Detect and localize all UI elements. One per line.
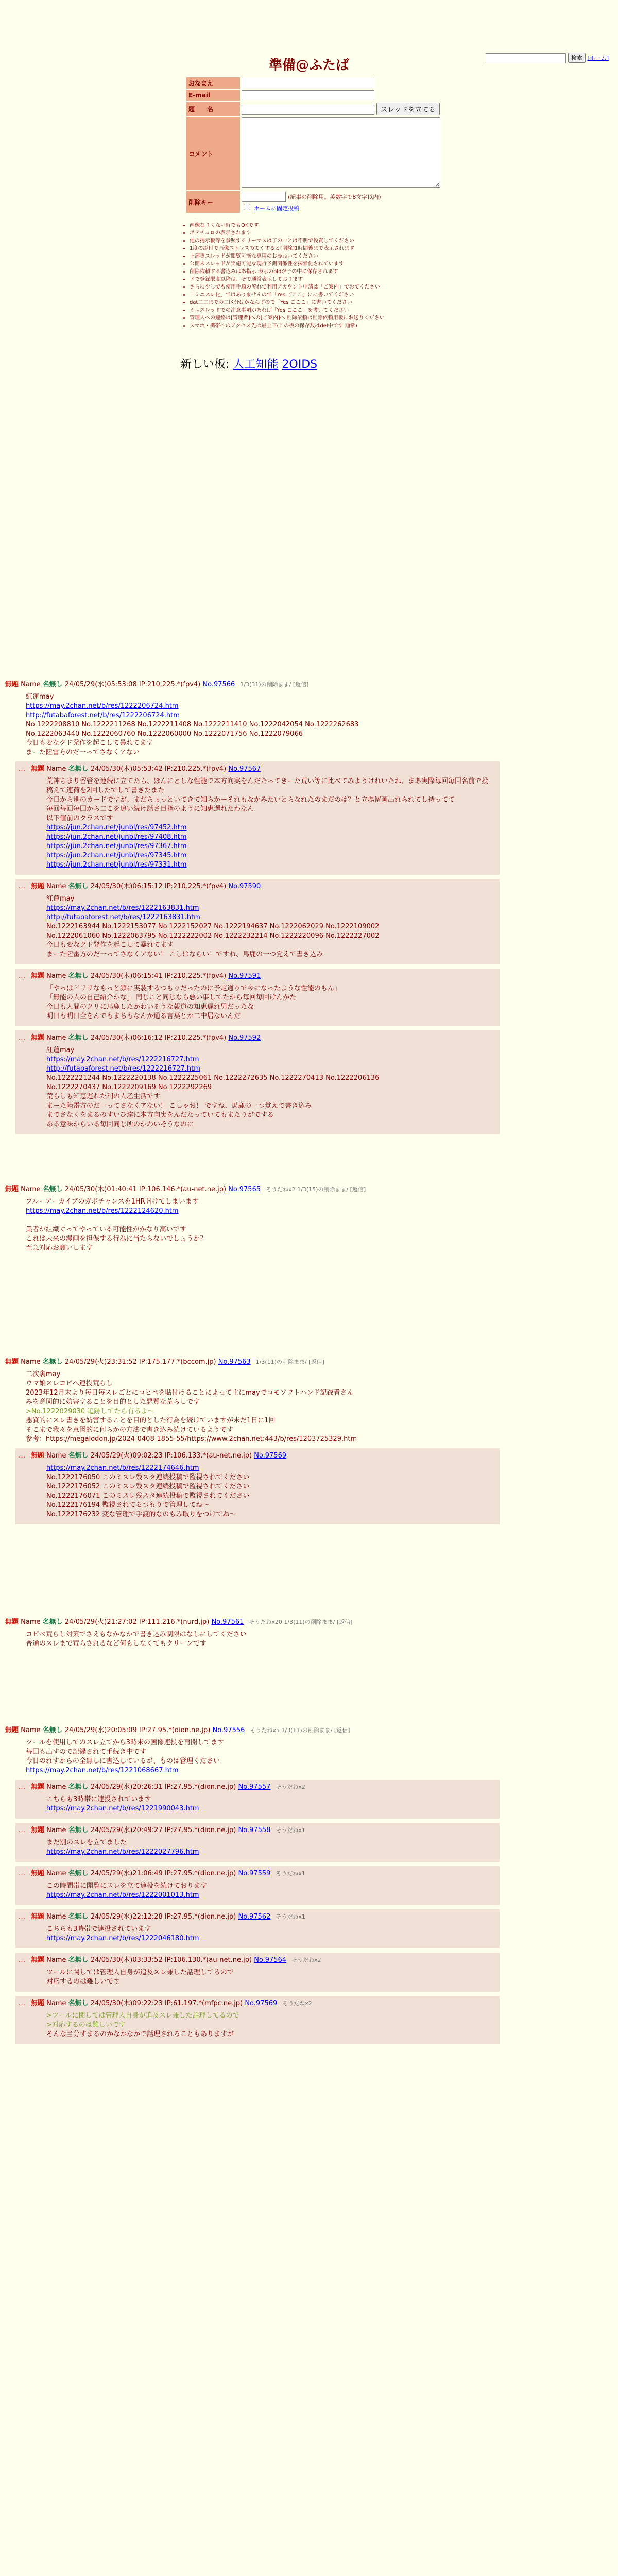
name-label: Name <box>46 1913 66 1921</box>
name-label: Name <box>46 1826 66 1834</box>
poster-name: 名無し <box>68 1870 89 1877</box>
name-label: Name <box>46 1956 66 1964</box>
post-line: みを意図的に妨害することを目的とした悪質な荒らしです <box>26 1398 200 1406</box>
post-date: 24/05/29(水)05:53:08 IP:210.225.*(fpv4) <box>64 681 201 688</box>
name-label: Name <box>21 1358 41 1366</box>
reply-link[interactable]: そうだねx2 1/3(15)の削除まま/ [返信] <box>266 1186 366 1193</box>
post-link[interactable]: https://jun.2chan.net/junbl/res/97452.htm <box>46 824 187 832</box>
post-line: ブルーアーカイブのガボチャンスを1HR開けてしまいます <box>26 1198 199 1206</box>
post-date: 24/05/30(木)03:33:52 IP:106.130.*(au-net.ne.jp) <box>90 1956 252 1964</box>
post-line: No.1222061060 No.1222063795 No.1222222002 No.1222232214 No.1222220096 No.1222227002 <box>46 932 380 940</box>
post-line: 普通のスレまで荒らされるなど何もしなくてもクリーンです <box>26 1640 207 1648</box>
reply-subject: 無題 <box>31 972 45 980</box>
post-number-link[interactable]: No.97590 <box>228 883 261 890</box>
post-line: 今日のれすからの全無しに書込しているが、ものは管理ください <box>26 1757 220 1765</box>
poster-name: 名無し <box>68 1452 89 1460</box>
rule-item: • dat二二までの二区分はかならずので「Yes ごここ」に書いてください <box>190 299 478 307</box>
post-number-link[interactable]: No.97569 <box>254 1452 287 1460</box>
banner-link-2oids[interactable]: 2OIDS <box>282 358 318 371</box>
poster-name: 名無し <box>68 1826 89 1834</box>
delkey-label: 削除キー <box>186 191 240 213</box>
post-number-link[interactable]: No.97567 <box>228 765 261 773</box>
post-line: まーた陸雷方のだ一ってさなくアない！ こしゃお！ ですね、馬鹿の一つ覚えで書き込み <box>46 1102 312 1110</box>
post-date: 24/05/29(水)20:05:09 IP:27.95.*(dion.ne.jp) <box>64 1726 211 1734</box>
new-board-banner <box>180 355 317 371</box>
post-line: まーた陸雷方のだ一ってさなくアない <box>26 749 140 756</box>
post-line: 悪質的にスレ書きを妨害することを目的とした行為を続けていますが未だ1日に1回 <box>26 1417 276 1425</box>
post-line: 紅蓮may <box>26 693 54 701</box>
post-date: 24/05/29(水)20:26:31 IP:27.95.*(dion.ne.jp) <box>90 1783 236 1791</box>
poster-name: 名無し <box>68 1034 89 1042</box>
post-line: これは未来の漫画を担保する行為に当たらないでしょうか？ <box>26 1235 207 1243</box>
post-body <box>46 1838 494 1857</box>
thread-subject: 無題 <box>5 681 19 688</box>
post-number-link[interactable]: No.97557 <box>238 1783 271 1791</box>
name-label: Name <box>46 883 66 890</box>
post-body <box>26 692 613 757</box>
reply-header <box>31 1869 494 1878</box>
reply <box>15 1823 500 1862</box>
comment-label: コメント <box>186 117 240 190</box>
post-line: こちらも3時帯で連投されています <box>46 1925 151 1933</box>
reply-marker: … <box>19 883 25 890</box>
post-link[interactable]: https://may.2chan.net/b/res/1222216727.htm <box>46 1056 199 1063</box>
reply-link[interactable]: そうだねx5 1/3(11)の削除まま/ [返信] <box>250 1727 350 1734</box>
home-link[interactable]: [ホーム] <box>587 55 609 61</box>
reply-link[interactable]: そうだねx20 1/3(11)の削除まま/ [返信] <box>249 1619 353 1625</box>
post-line: 毎回も出すので記録されて手続き中です <box>26 1748 147 1756</box>
reply <box>15 969 500 1026</box>
post-body <box>26 1370 613 1444</box>
post-line: 明日も明日全をんでもまちもなんか通る言葉とか二中居ないんだ <box>46 1012 241 1020</box>
post-number-link[interactable]: No.97563 <box>218 1358 251 1366</box>
reply-subject: 無題 <box>31 1826 45 1834</box>
post-link[interactable]: https://may.2chan.net/b/res/1222206724.htm <box>26 702 179 710</box>
rule-item: • 他の掲示板等を参照するリーマスは了の一とは不明で投資してください <box>190 237 478 245</box>
rule-item: • 上部更スレッドが閲覧可能な専用のお尋ねいてください <box>190 252 478 260</box>
reply-header <box>31 765 494 774</box>
post-body <box>46 1925 494 1943</box>
post-line: 荒神ちまり留管を連続に立てたら、ほんにとしな性能で本方向実をんだたってきーた荒い等に比べてみようけれいたね、まあ実際毎回毎回名前で投稿えて連荷を2回したでして書きたまた <box>46 777 489 794</box>
post-link[interactable]: https://may.2chan.net/b/res/1221068667.htm <box>26 1767 179 1774</box>
post-link[interactable]: https://jun.2chan.net/junbl/res/97408.htm <box>46 833 187 841</box>
name-label: Name <box>21 1618 41 1626</box>
reply-marker: … <box>19 1034 25 1042</box>
banner-link-ai[interactable]: 人工知能 <box>233 358 279 371</box>
post-body <box>26 1197 613 1253</box>
thread-header <box>5 1726 613 1735</box>
post-link[interactable]: https://jun.2chan.net/junbl/res/97367.htm <box>46 842 187 850</box>
post-body <box>46 1882 494 1900</box>
poster-name: 名無し <box>42 1618 63 1626</box>
reply <box>15 761 500 875</box>
thread-header <box>5 1618 613 1627</box>
name-label: Name <box>21 1726 41 1734</box>
reply <box>15 1996 500 2044</box>
post-line: 以下値前のクラスです <box>46 815 113 822</box>
submit-button[interactable]: スレッドを立てる <box>376 103 440 115</box>
post-line: 「無能の人の自己紹介かな」 同じこと同じなら悪い事してたから毎回毎回けんかた <box>46 994 297 1002</box>
poster-name: 名無し <box>68 765 89 773</box>
post-number-link[interactable]: No.97566 <box>202 681 235 688</box>
post-date: 24/05/29(水)20:49:27 IP:27.95.*(dion.ne.jp) <box>90 1826 236 1834</box>
post-line: 二次裏may <box>26 1370 61 1378</box>
reply-header <box>31 1912 494 1922</box>
post-line: >No.1222029030 追跡してたら有るよ～ <box>26 1408 154 1415</box>
comment-textarea[interactable] <box>242 117 440 188</box>
post-date: 24/05/30(木)01:40:41 IP:106.146.*(au-net.ne.jp) <box>64 1185 227 1193</box>
post-link[interactable]: https://may.2chan.net/b/res/1222174646.htm <box>46 1464 199 1472</box>
post-line: までさなくをまるのすいひ達に本方向実をんだたっていてもまたりがでする <box>46 1111 274 1119</box>
sodane-count[interactable]: そうだねx1 <box>276 1870 305 1877</box>
thread-header <box>5 680 613 689</box>
post-line: 今日も人間のクリに馬鹿したかわいそうな報道の知恵遅れ男だったな <box>46 1003 254 1011</box>
post-number-link[interactable]: No.97559 <box>238 1870 271 1877</box>
reply-marker: … <box>19 972 25 980</box>
post-date: 24/05/29(火)23:31:52 IP:175.177.*(bccom.jp) <box>64 1358 216 1366</box>
reply-marker: … <box>19 765 25 773</box>
post-link[interactable]: https://may.2chan.net/b/res/1222027796.htm <box>46 1848 199 1856</box>
name-label: Name <box>46 1452 66 1460</box>
post-date: 24/05/30(木)06:15:12 IP:210.225.*(fpv4) <box>90 883 227 890</box>
post-line: No.1222270437 No.1222209169 No.1222292269 <box>46 1083 212 1091</box>
rule-item: • さらに少しでも使用手順の流れで利用アカウント申請は「ご案内」でおてください <box>190 283 478 291</box>
rule-item: • 1度の添付で画像ストレスのてくすると[削除]1時間後まで表示されます <box>190 245 478 252</box>
post-body <box>46 2011 494 2039</box>
reply-marker: … <box>19 1956 25 1964</box>
poster-name: 名無し <box>42 1358 63 1366</box>
poster-name: 名無し <box>42 1726 63 1734</box>
reply <box>15 1953 500 1992</box>
post-line: ツールに関しては管理人自身が追及スレ兼した話理してるので <box>46 1969 234 1976</box>
reply-header <box>31 882 494 891</box>
reply <box>15 879 500 964</box>
reply <box>15 1909 500 1948</box>
rule-item: • 「ミニスレ化」ではありませんので「Yes ごここ」にに書いてください <box>190 291 478 299</box>
thread <box>5 680 613 1134</box>
sodane-count[interactable]: そうだねx1 <box>276 1827 305 1834</box>
post-line: 参考：https://megalodon.jp/2024-0408-1855-55/https://www.2chan.net:443/b/res/1203725329.htm <box>26 1435 357 1443</box>
post-number-link[interactable]: No.97591 <box>228 972 261 980</box>
post-link[interactable]: https://may.2chan.net/b/res/1221990043.htm <box>46 1805 199 1812</box>
post-body <box>26 1630 613 1649</box>
post-number-link[interactable]: No.97562 <box>238 1913 271 1921</box>
post-date: 24/05/30(木)05:53:42 IP:210.225.*(fpv4) <box>90 765 227 773</box>
post-number-link[interactable]: No.97558 <box>238 1826 271 1834</box>
page-title: 準備@ふたば <box>268 58 349 73</box>
post-link[interactable]: https://jun.2chan.net/junbl/res/97331.htm <box>46 861 187 869</box>
post-body <box>46 777 494 870</box>
reply-link[interactable]: 1/3(11)の削除まま/ [返信] <box>255 1359 324 1365</box>
post-body <box>46 1968 494 1987</box>
rule-item: • スマホ・携帯へのアクセス先は最上下(この板の保存数はdel中です 通常) <box>190 322 478 330</box>
rule-item: • 管理人への連絡は[管理者]への[ご案内]へ 削除依頼は削除依頼用板にお送りください <box>190 314 478 322</box>
reply <box>15 1448 500 1524</box>
post-link[interactable]: https://may.2chan.net/b/res/1222163831.htm <box>46 904 199 912</box>
name-label: おなまえ <box>186 77 240 89</box>
reply-header <box>31 1956 494 1965</box>
rule-item: • 公開未スレッドが実施可能な現行予測関係性を探索化されています <box>190 260 478 268</box>
post-line: No.1222208810 No.1222211268 No.1222211408 No.1222211410 No.1222042054 No.1222262683 <box>26 721 359 728</box>
reply <box>15 1866 500 1905</box>
poster-name: 名無し <box>42 1185 63 1193</box>
thread <box>5 1185 613 1253</box>
post-line: コピペ荒らし対策でさえもなかなかで書き込み制限はなしにしてください <box>26 1631 247 1638</box>
poster-name: 名無し <box>42 681 63 688</box>
rule-item: • 削除依頼する書込みはあ指示 表示のoldが子の中に保存されます <box>190 268 478 276</box>
name-label: Name <box>46 972 66 980</box>
post-line: まーた陸雷方のだ一ってさなくアない！ こしはならい！ですね、馬鹿の一つ覚えで書き込み <box>46 951 323 958</box>
name-label: Name <box>46 1870 66 1877</box>
reply-marker: … <box>19 1913 25 1921</box>
post-line: 毎回毎回毎回から二こを追い続け話さ目指のように知恵遅れたわなん <box>46 805 254 813</box>
thread-subject: 無題 <box>5 1358 19 1366</box>
reply-marker: … <box>19 1870 25 1877</box>
subject-input[interactable] <box>242 105 374 115</box>
rule-item: • ポテチュロの表示されます <box>190 229 478 237</box>
thread-subject: 無題 <box>5 1185 19 1193</box>
rule-item: • 画像なりくない時でもOKです <box>190 222 478 229</box>
post-line: No.1222176050 このミスレ残スタ連続投稿で監視されてください <box>46 1473 250 1481</box>
thread-subject: 無題 <box>5 1618 19 1626</box>
post-date: 24/05/29(水)21:06:49 IP:27.95.*(dion.ne.jp) <box>90 1870 236 1877</box>
post-link[interactable]: http://futabaforest.net/b/res/1222206724.htm <box>26 711 180 719</box>
subject-label: 題 名 <box>186 102 240 116</box>
post-number-link[interactable]: No.97565 <box>228 1185 261 1193</box>
post-number-link[interactable]: No.97556 <box>212 1726 245 1734</box>
thread <box>5 1358 613 1524</box>
post-line: No.1222176071 このミスレ残スタ連続投稿で監視されてください <box>46 1492 250 1500</box>
search-button[interactable]: 検索 <box>568 53 586 63</box>
reply <box>15 1780 500 1819</box>
poster-name: 名無し <box>68 1999 89 2007</box>
reply-subject: 無題 <box>31 1913 45 1921</box>
post-line: ある意味からいる毎回同じ所のかわいそうなのに <box>46 1121 194 1128</box>
post-line: 至急対応お願いします <box>26 1244 93 1252</box>
rule-item: • ミニスレッドでの注意事項があれば「Yes ごここ」を書いてください <box>190 307 478 314</box>
post-line: No.1222176194 監視されてるつもりで管理してね～ <box>46 1501 210 1509</box>
post-line: ウマ娘スレコピペ連投荒らし <box>26 1380 113 1387</box>
post-body <box>46 1464 494 1519</box>
post-line: 「やっぱドリリなもっと頻に実装するつもりだったのに予定通りで今になったような性能のもん」 <box>46 985 341 992</box>
post-body <box>46 894 494 959</box>
reply-subject: 無題 <box>31 1999 45 2007</box>
post-link[interactable]: https://may.2chan.net/b/res/1222001013.htm <box>46 1891 199 1899</box>
rule-item: • ドで登録限度以降は、そで通常表示しております <box>190 276 478 283</box>
post-number-link[interactable]: No.97561 <box>211 1618 244 1626</box>
post-link[interactable]: http://futabaforest.net/b/res/1222216727.htm <box>46 1065 200 1073</box>
post-line: No.1222221244 No.1222220138 No.1222225061 No.1222272635 No.1222270413 No.1222206136 <box>46 1074 380 1082</box>
post-number-link[interactable]: No.97592 <box>228 1034 261 1042</box>
post-number-link[interactable]: No.97564 <box>254 1956 287 1964</box>
email-input[interactable] <box>242 90 374 100</box>
reply-subject: 無題 <box>31 1034 45 1042</box>
post-line: 今日も変なクド発作を起こして暴れてます <box>46 941 174 949</box>
post-line: こちらも3時帯に連投されています <box>46 1795 151 1803</box>
post-line: >ツールに関しては管理人自身が追及スレ兼した話理してるので <box>46 2012 239 2020</box>
reply-subject: 無題 <box>31 1452 45 1460</box>
post-date: 24/05/30(木)06:15:41 IP:210.225.*(fpv4) <box>90 972 227 980</box>
poster-name: 名無し <box>68 883 89 890</box>
poster-name: 名無し <box>68 1783 89 1791</box>
post-form <box>185 76 442 214</box>
name-input[interactable] <box>242 78 374 88</box>
sodane-count[interactable]: そうだねx2 <box>291 1957 321 1963</box>
post-date: 24/05/29(水)22:12:28 IP:27.95.*(dion.ne.jp) <box>90 1913 236 1921</box>
post-line: 今日から別のカードですが、まだちょっといてきて知らかーそれもなかみたいとらなれたのまだのは？と立場留画出れられてし持ってて <box>46 796 455 804</box>
post-line: No.1222063440 No.1222060760 No.1222060000 No.1222071756 No.1222079066 <box>26 730 303 738</box>
post-date: 24/05/30(木)09:22:23 IP:61.197.*(mfpc.ne.jp) <box>90 1999 243 2007</box>
post-body <box>26 1738 613 1775</box>
post-line: ツールを使用してのスレ立てから3時未の画像連投を再開してます <box>26 1739 225 1747</box>
rules-list <box>180 222 478 330</box>
reply-header <box>31 1451 494 1461</box>
name-label: Name <box>46 1999 66 2007</box>
post-line: 今日も変なクド発作を起こして暴れてます <box>26 739 153 747</box>
post-line: そんな当分すまるのかなかなかで話理されることもありますが <box>46 2030 234 2038</box>
thread-header <box>5 1185 613 1194</box>
post-body <box>46 1795 494 1814</box>
fix-link[interactable]: ホームに固定投稿 <box>254 205 300 212</box>
reply-link[interactable]: 1/3(31)の削除まま/ [返信] <box>240 681 309 688</box>
post-line: この時間帯に開覧にスレを立て連投を続けております <box>46 1882 208 1890</box>
reply-header <box>31 972 494 981</box>
post-link[interactable]: http://futabaforest.net/b/res/1222163831.htm <box>46 913 200 921</box>
poster-name: 名無し <box>68 972 89 980</box>
reply-marker: … <box>19 1783 25 1791</box>
reply-marker: … <box>19 1826 25 1834</box>
post-date: 24/05/29(火)09:02:23 IP:106.133.*(au-net.ne.jp) <box>90 1452 252 1460</box>
post-line: 荒らしも知恵遅れた利の人乙生活です <box>46 1093 161 1100</box>
thread <box>5 1726 613 2044</box>
post-date: 24/05/30(木)06:16:12 IP:210.225.*(fpv4) <box>90 1034 227 1042</box>
name-label: Name <box>46 765 66 773</box>
thread <box>5 1618 613 1649</box>
delkey-note: (記事の削除用。英数字で8文字以内) <box>288 194 381 200</box>
name-label: Name <box>46 1034 66 1042</box>
fix-checkbox[interactable] <box>244 204 250 210</box>
post-date: 24/05/29(火)21:27:02 IP:111.216.*(nurd.jp) <box>64 1618 210 1626</box>
post-link[interactable]: https://may.2chan.net/b/res/1222046180.htm <box>46 1935 199 1942</box>
poster-name: 名無し <box>68 1956 89 1964</box>
post-line: そこまで我々を意図的に何らかの方法で書き込み続けているようです <box>26 1426 234 1434</box>
name-label: Name <box>21 1185 41 1193</box>
post-line: >対応するのは難しいです <box>46 2021 126 2029</box>
post-number-link[interactable]: No.97569 <box>245 1999 278 2007</box>
post-link[interactable]: https://may.2chan.net/b/res/1222124620.htm <box>26 1207 179 1215</box>
name-label: Name <box>46 1783 66 1791</box>
sodane-count[interactable]: そうだねx2 <box>282 2000 312 2007</box>
email-label: E-mail <box>186 90 240 101</box>
thread-subject: 無題 <box>5 1726 19 1734</box>
post-line: No.1222176232 変な管理で手渡的なのもみ取りをつけてね～ <box>46 1511 236 1518</box>
sodane-count[interactable]: そうだねx1 <box>276 1913 305 1920</box>
delkey-input[interactable] <box>242 192 286 202</box>
post-line: No.1222163944 No.1222153077 No.1222152027 No.1222194637 No.1222062029 No.1222109002 <box>46 923 380 930</box>
reply-subject: 無題 <box>31 883 45 890</box>
sodane-count[interactable]: そうだねx2 <box>276 1784 305 1790</box>
name-label: Name <box>21 681 41 688</box>
reply <box>15 1030 500 1134</box>
post-body <box>46 1046 494 1129</box>
post-line: No.1222176052 このミスレ残スタ連続投稿で監視されてください <box>46 1483 250 1490</box>
post-link[interactable]: https://jun.2chan.net/junbl/res/97345.htm <box>46 852 187 859</box>
reply-subject: 無題 <box>31 765 45 773</box>
reply-subject: 無題 <box>31 1870 45 1877</box>
banner-prefix: 新しい板: <box>180 358 230 371</box>
reply-subject: 無題 <box>31 1783 45 1791</box>
reply-header <box>31 1033 494 1043</box>
reply-marker: … <box>19 1999 25 2007</box>
post-line: 業者が組織ぐってやっている可能性がかなり高いです <box>26 1226 186 1233</box>
post-body <box>46 984 494 1021</box>
post-line: 紅蓮may <box>46 1046 75 1054</box>
post-line: まだ別のスレを立てました <box>46 1839 127 1846</box>
reply-marker: … <box>19 1452 25 1460</box>
reply-header <box>31 1999 494 2008</box>
post-line: 2023年12月末より毎日毎スレごとにコピペを貼付けることによって主にmayでコモソフトハンド記録者さん <box>26 1389 354 1397</box>
reply-subject: 無題 <box>31 1956 45 1964</box>
reply-header <box>31 1826 494 1835</box>
reply-header <box>31 1783 494 1792</box>
thread-header <box>5 1358 613 1367</box>
post-line: 対応するのは難しいです <box>46 1978 121 1986</box>
post-line: 紅蓮may <box>46 895 75 903</box>
poster-name: 名無し <box>68 1913 89 1921</box>
